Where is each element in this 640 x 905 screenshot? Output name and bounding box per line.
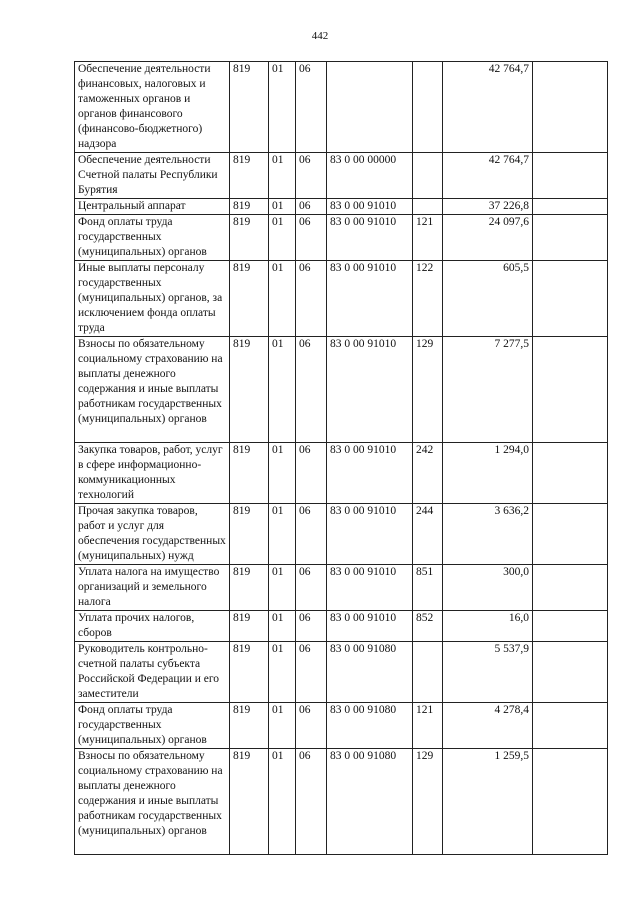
cell-target-article: 83 0 00 91080 (327, 642, 413, 703)
cell-extra (533, 199, 608, 215)
cell-expense-type (413, 153, 443, 199)
cell-section: 01 (269, 703, 296, 749)
cell-name: Прочая закупка товаров, работ и услуг для обеспечения государственных (муниципальных) нужд (75, 504, 230, 565)
table-row (75, 703, 608, 749)
cell-extra (533, 443, 608, 504)
cell-section: 01 (269, 504, 296, 565)
cell-target-article: 83 0 00 91010 (327, 215, 413, 261)
cell-grbs: 819 (230, 261, 269, 337)
cell-subsection: 06 (296, 337, 327, 443)
cell-target-article: 83 0 00 91080 (327, 703, 413, 749)
cell-subsection: 06 (296, 261, 327, 337)
cell-grbs: 819 (230, 62, 269, 153)
cell-amount: 42 764,7 (443, 153, 533, 199)
cell-expense-type: 122 (413, 261, 443, 337)
table-row (75, 611, 608, 642)
cell-target-article (327, 62, 413, 153)
cell-section: 01 (269, 749, 296, 855)
cell-name: Уплата налога на имущество организаций и земельного налога (75, 565, 230, 611)
cell-amount: 3 636,2 (443, 504, 533, 565)
cell-extra (533, 565, 608, 611)
table-row (75, 565, 608, 611)
cell-target-article: 83 0 00 91010 (327, 337, 413, 443)
cell-target-article: 83 0 00 00000 (327, 153, 413, 199)
cell-name: Обеспечение деятельности Счетной палаты Республики Бурятия (75, 153, 230, 199)
cell-section: 01 (269, 62, 296, 153)
page-number: 442 (311, 30, 329, 42)
cell-name: Центральный аппарат (75, 199, 230, 215)
cell-expense-type: 852 (413, 611, 443, 642)
cell-amount: 1 259,5 (443, 749, 533, 855)
cell-extra (533, 611, 608, 642)
cell-grbs: 819 (230, 749, 269, 855)
cell-extra (533, 703, 608, 749)
cell-name: Обеспечение деятельности финансовых, налоговых и таможенных органов и органов финансового (финансово-бюджетного) надзора (75, 62, 230, 153)
cell-extra (533, 504, 608, 565)
cell-grbs: 819 (230, 611, 269, 642)
cell-extra (533, 62, 608, 153)
cell-expense-type (413, 642, 443, 703)
cell-target-article: 83 0 00 91010 (327, 504, 413, 565)
budget-table (74, 61, 608, 855)
cell-amount: 42 764,7 (443, 62, 533, 153)
cell-target-article: 83 0 00 91010 (327, 443, 413, 504)
cell-amount: 24 097,6 (443, 215, 533, 261)
cell-section: 01 (269, 642, 296, 703)
cell-extra (533, 261, 608, 337)
cell-target-article: 83 0 00 91010 (327, 199, 413, 215)
cell-name: Фонд оплаты труда государственных (муниципальных) органов (75, 215, 230, 261)
cell-extra (533, 642, 608, 703)
cell-name: Взносы по обязательному социальному страхованию на выплаты денежного содержания и иные выплаты работникам государственных (муниципальных) органов (75, 749, 230, 855)
cell-grbs: 819 (230, 565, 269, 611)
cell-amount: 1 294,0 (443, 443, 533, 504)
cell-extra (533, 749, 608, 855)
cell-name: Закупка товаров, работ, услуг в сфере информационно-коммуникационных технологий (75, 443, 230, 504)
cell-target-article: 83 0 00 91010 (327, 611, 413, 642)
table-row (75, 443, 608, 504)
cell-subsection: 06 (296, 611, 327, 642)
cell-expense-type: 121 (413, 703, 443, 749)
cell-section: 01 (269, 443, 296, 504)
cell-subsection: 06 (296, 443, 327, 504)
cell-subsection: 06 (296, 62, 327, 153)
table-row (75, 337, 608, 443)
cell-name: Фонд оплаты труда государственных (муниципальных) органов (75, 703, 230, 749)
cell-subsection: 06 (296, 565, 327, 611)
cell-target-article: 83 0 00 91010 (327, 261, 413, 337)
cell-extra (533, 215, 608, 261)
cell-expense-type: 121 (413, 215, 443, 261)
cell-target-article: 83 0 00 91010 (327, 565, 413, 611)
cell-expense-type: 129 (413, 337, 443, 443)
cell-section: 01 (269, 153, 296, 199)
cell-section: 01 (269, 261, 296, 337)
table-row (75, 261, 608, 337)
cell-grbs: 819 (230, 504, 269, 565)
cell-subsection: 06 (296, 504, 327, 565)
cell-name: Уплата прочих налогов, сборов (75, 611, 230, 642)
cell-expense-type (413, 62, 443, 153)
cell-subsection: 06 (296, 703, 327, 749)
cell-subsection: 06 (296, 642, 327, 703)
cell-grbs: 819 (230, 642, 269, 703)
table-row (75, 504, 608, 565)
cell-grbs: 819 (230, 337, 269, 443)
cell-expense-type: 244 (413, 504, 443, 565)
cell-name: Руководитель контрольно-счетной палаты субъекта Российской Федерации и его заместители (75, 642, 230, 703)
cell-subsection: 06 (296, 153, 327, 199)
cell-expense-type (413, 199, 443, 215)
cell-extra (533, 337, 608, 443)
cell-amount: 5 537,9 (443, 642, 533, 703)
cell-section: 01 (269, 611, 296, 642)
table-row (75, 153, 608, 199)
cell-amount: 37 226,8 (443, 199, 533, 215)
cell-amount: 16,0 (443, 611, 533, 642)
table-row (75, 199, 608, 215)
cell-expense-type: 129 (413, 749, 443, 855)
table-row (75, 642, 608, 703)
cell-section: 01 (269, 337, 296, 443)
cell-amount: 605,5 (443, 261, 533, 337)
cell-extra (533, 153, 608, 199)
cell-grbs: 819 (230, 443, 269, 504)
cell-section: 01 (269, 565, 296, 611)
cell-section: 01 (269, 199, 296, 215)
cell-name: Взносы по обязательному социальному страхованию на выплаты денежного содержания и иные выплаты работникам государственных (муниципальных) органов (75, 337, 230, 443)
table-row (75, 215, 608, 261)
cell-amount: 300,0 (443, 565, 533, 611)
cell-section: 01 (269, 215, 296, 261)
cell-subsection: 06 (296, 199, 327, 215)
cell-amount: 4 278,4 (443, 703, 533, 749)
budget-table-body (75, 62, 608, 855)
cell-subsection: 06 (296, 749, 327, 855)
cell-amount: 7 277,5 (443, 337, 533, 443)
cell-grbs: 819 (230, 215, 269, 261)
cell-expense-type: 242 (413, 443, 443, 504)
cell-expense-type: 851 (413, 565, 443, 611)
cell-name: Иные выплаты персоналу государственных (муниципальных) органов, за исключением фонда оплаты труда (75, 261, 230, 337)
table-row (75, 62, 608, 153)
cell-grbs: 819 (230, 199, 269, 215)
cell-subsection: 06 (296, 215, 327, 261)
table-row (75, 749, 608, 855)
cell-target-article: 83 0 00 91080 (327, 749, 413, 855)
cell-grbs: 819 (230, 153, 269, 199)
cell-grbs: 819 (230, 703, 269, 749)
